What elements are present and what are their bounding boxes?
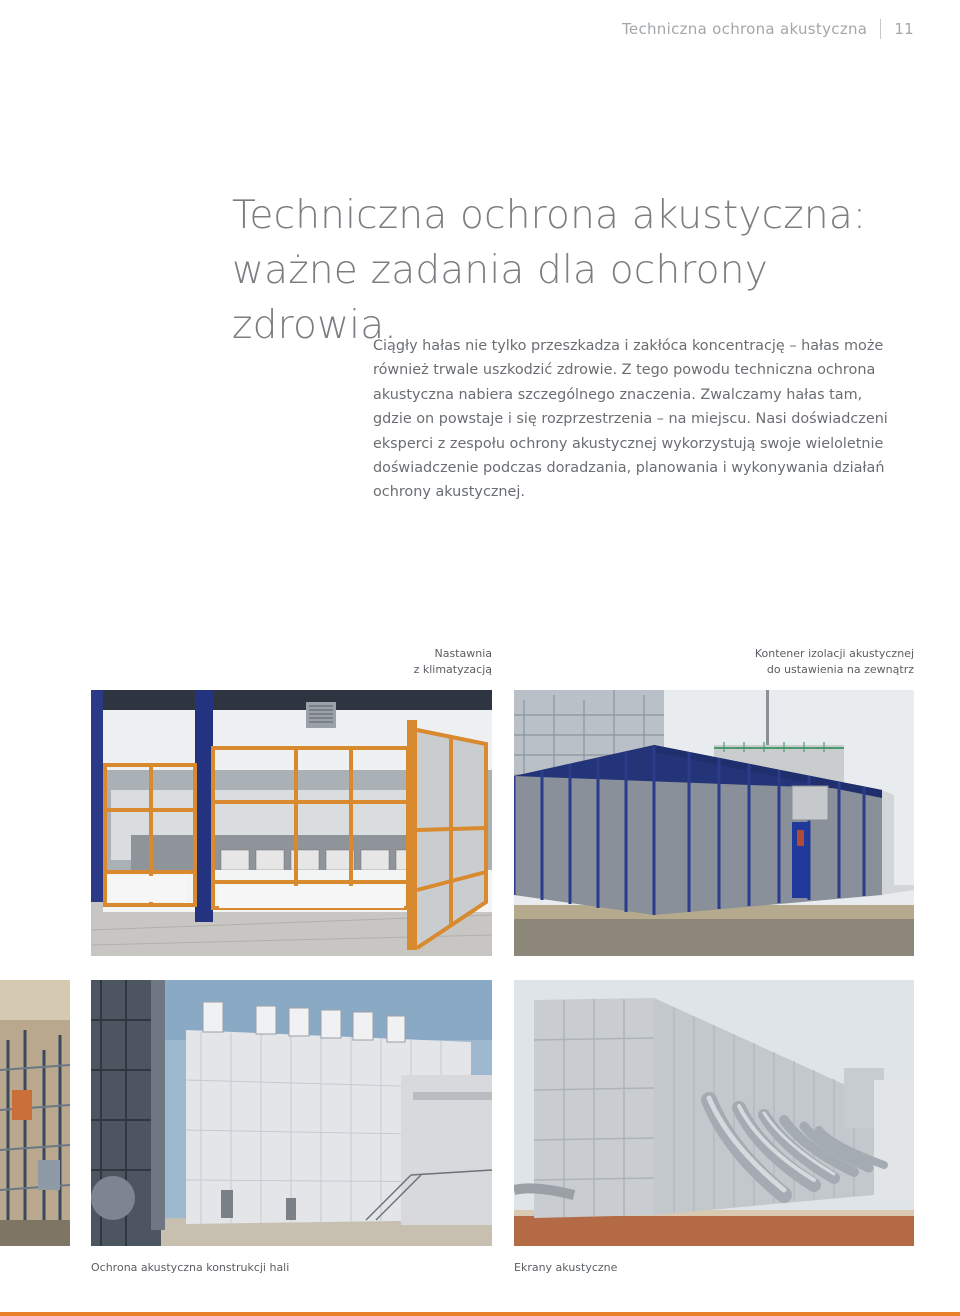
caption-control-room [320,646,492,678]
running-header [622,18,914,40]
page-title [232,188,932,353]
caption-control-room-line1: Nastawnia [434,647,492,660]
photo-container [514,690,914,956]
caption-control-room-line2: z klimatyzacją [413,663,492,676]
caption-screens: Ekrany akustyczne [514,1261,618,1274]
photo-control-room [91,690,492,956]
title-line-2: ważne zadania dla ochrony zdrowia. [232,248,768,348]
caption-container-line2: do ustawienia na zewnątrz [766,663,914,676]
photo-hall [91,980,492,1246]
bottom-accent-bar [0,1312,960,1316]
running-title: Techniczna ochrona akustyczna [622,20,868,38]
header-divider [880,19,881,39]
photo-screens [514,980,914,1246]
page-number: 11 [894,20,914,38]
photo-industrial-edge [0,980,70,1246]
title-line-1: Techniczna ochrona akustyczna: [232,193,867,238]
caption-hall: Ochrona akustyczna konstrukcji hali [91,1261,290,1274]
caption-container [700,646,914,678]
intro-paragraph: Ciągły hałas nie tylko przeszkadza i zakłóca koncentrację – hałas może również trwale uszkodzić zdrowie. Z tego powodu techniczna ochrona akustyczna nabiera szczególnego znaczenia. Zwalczamy hałas tam, gdzie on powstaje i się rozprzestrzenia – na miejscu. Nasi doświadczeni eksperci z zespołu ochrony akustycznej wykorzystują swoje wieloletnie doświadczenie podczas doradzania, planowania i wykonywania działań ochrony akustycznej. [373,338,888,501]
caption-container-line1: Kontener izolacji akustycznej [754,647,914,660]
